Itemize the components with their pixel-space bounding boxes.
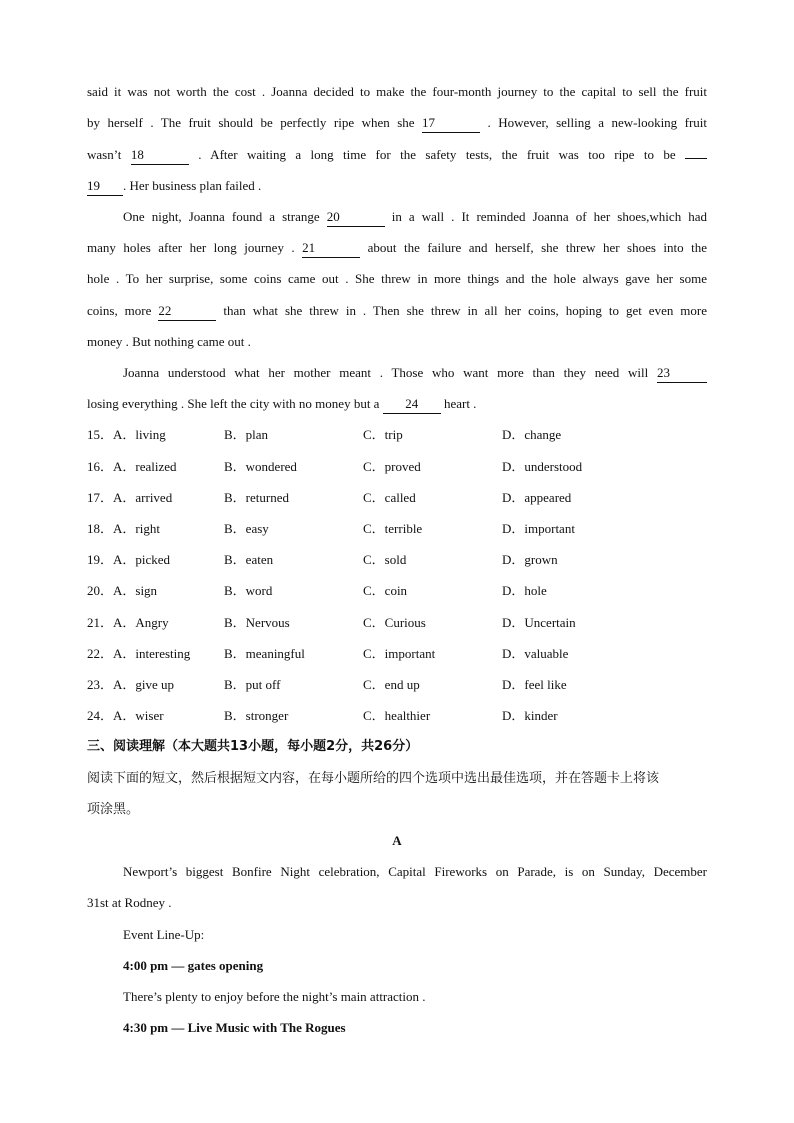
blank-18: 18 <box>131 146 189 165</box>
option-d: D．change <box>502 427 562 442</box>
option-a: 21．A．Angry <box>87 615 169 630</box>
option-a: 22．A．interesting <box>87 646 191 661</box>
section-instruction-cont: 项涂黑。 <box>87 802 140 817</box>
option-row-18 <box>87 513 707 544</box>
option-a: 24．A．wiser <box>87 708 164 723</box>
option-c: C．important <box>363 646 436 661</box>
option-row-23 <box>87 669 707 700</box>
option-c: C．terrible <box>363 521 423 536</box>
passage-text: losing everything . She left the city with no money but a <box>87 396 380 411</box>
option-a: 17．A．arrived <box>87 490 173 505</box>
option-d: D．appeared <box>502 490 572 505</box>
passage-line-5 <box>123 201 707 232</box>
option-a: 20．A．sign <box>87 583 158 598</box>
section-heading: 三、阅读理解（本大题共13小题，每小题2分，共26分） <box>87 739 419 754</box>
option-row-20 <box>87 575 707 606</box>
option-d: D．important <box>502 521 575 536</box>
option-b: B．returned <box>224 490 289 505</box>
option-a: 19．A．picked <box>87 552 171 567</box>
option-a: 15．A．living <box>87 427 166 442</box>
option-a: 23．A．give up <box>87 677 175 692</box>
option-b: B．eaten <box>224 552 274 567</box>
option-d: D．grown <box>502 552 558 567</box>
blank-20: 20 <box>327 208 385 227</box>
passage-text: many holes after her long journey . <box>87 240 295 255</box>
passage-text: wasn’t <box>87 147 122 162</box>
passage-text: . Her business plan failed . <box>123 178 262 193</box>
blank-19-start <box>685 158 707 159</box>
option-c: C．sold <box>363 552 407 567</box>
blank-24: 24 <box>383 395 441 414</box>
passage-text: Joanna understood what her mother meant . Those who want more than they need will <box>123 365 649 380</box>
passage-text: . After waiting a long time for the safety tests, the fruit was too ripe to be <box>198 147 676 162</box>
passage-letter: A <box>392 833 402 848</box>
passage-line-4 <box>87 170 707 201</box>
passage-line-2 <box>87 107 707 138</box>
option-b: B．word <box>224 583 273 598</box>
option-d: D．valuable <box>502 646 569 661</box>
option-d: D．feel like <box>502 677 567 692</box>
option-b: B．easy <box>224 521 269 536</box>
passage-text: One night, Joanna found a strange <box>123 209 320 224</box>
passage-line-3 <box>87 139 707 170</box>
option-b: B．stronger <box>224 708 289 723</box>
option-b: B．put off <box>224 677 281 692</box>
option-row-15 <box>87 419 707 450</box>
option-b: B．plan <box>224 427 269 442</box>
blank-17: 17 <box>422 114 480 133</box>
passage-text: heart . <box>443 396 477 411</box>
passage-line-10 <box>123 357 707 388</box>
passage-text: by herself . The fruit should be perfectly ripe when she <box>87 115 415 130</box>
option-d: D．kinder <box>502 708 558 723</box>
option-a: 16．A．realized <box>87 459 177 474</box>
passage-text: coins, more <box>87 303 152 318</box>
option-c: C．proved <box>363 459 421 474</box>
passage-text: in a wall . It reminded Joanna of her shoes,which had <box>391 209 708 224</box>
option-row-17 <box>87 482 707 513</box>
option-c: C．healthier <box>363 708 431 723</box>
passage-line-9: money . But nothing came out . <box>87 334 251 349</box>
section-instruction: 阅读下面的短文，然后根据短文内容，在每小题所给的四个选项中选出最佳选项，并在答题卡上将该 <box>87 771 660 786</box>
option-c: C．coin <box>363 583 408 598</box>
passage-line-6 <box>87 232 707 263</box>
blank-23: 23 <box>657 364 707 383</box>
passage-line-11 <box>87 388 707 419</box>
option-row-22 <box>87 638 707 669</box>
option-row-21 <box>87 607 707 638</box>
option-c: C．end up <box>363 677 420 692</box>
lineup-label: Event Line-Up: <box>123 927 205 942</box>
passage-line-7: hole . To her surprise, some coins came out . She threw in more things and the hole always gave her some <box>87 271 707 286</box>
option-b: B．meaningful <box>224 646 305 661</box>
event-item-heading: 4:30 pm — Live Music with The Rogues <box>123 1020 346 1035</box>
option-d: D．Uncertain <box>502 615 576 630</box>
option-c: C．trip <box>363 427 403 442</box>
event-item-heading: 4:00 pm — gates opening <box>123 958 264 973</box>
option-b: B．Nervous <box>224 615 290 630</box>
option-c: C．called <box>363 490 416 505</box>
option-d: D．hole <box>502 583 547 598</box>
blank-21: 21 <box>302 239 360 258</box>
passage-text: about the failure and herself, she threw her shoes into the <box>367 240 708 255</box>
option-row-19 <box>87 544 707 575</box>
passage-text: than what she threw in . Then she threw in all her coins, hoping to get even more <box>223 303 708 318</box>
blank-22: 22 <box>158 302 216 321</box>
reading-intro-line-2: 31st at Rodney . <box>87 895 172 910</box>
option-c: C．Curious <box>363 615 426 630</box>
option-b: B．wondered <box>224 459 297 474</box>
passage-text: . However, selling a new-looking fruit <box>487 115 708 130</box>
option-d: D．understood <box>502 459 583 474</box>
passage-line-1: said it was not worth the cost . Joanna decided to make the four-month journey to the capital to sell the fruit <box>87 84 707 99</box>
option-row-24 <box>87 700 707 731</box>
event-item-text: There’s plenty to enjoy before the night’s main attraction . <box>123 989 426 1004</box>
blank-19: 19 <box>87 177 123 196</box>
option-row-16 <box>87 451 707 482</box>
passage-line-8 <box>87 295 707 326</box>
reading-intro-line-1: Newport’s biggest Bonfire Night celebration, Capital Fireworks on Parade, is on Sunday, December <box>123 864 707 879</box>
option-a: 18．A．right <box>87 521 160 536</box>
